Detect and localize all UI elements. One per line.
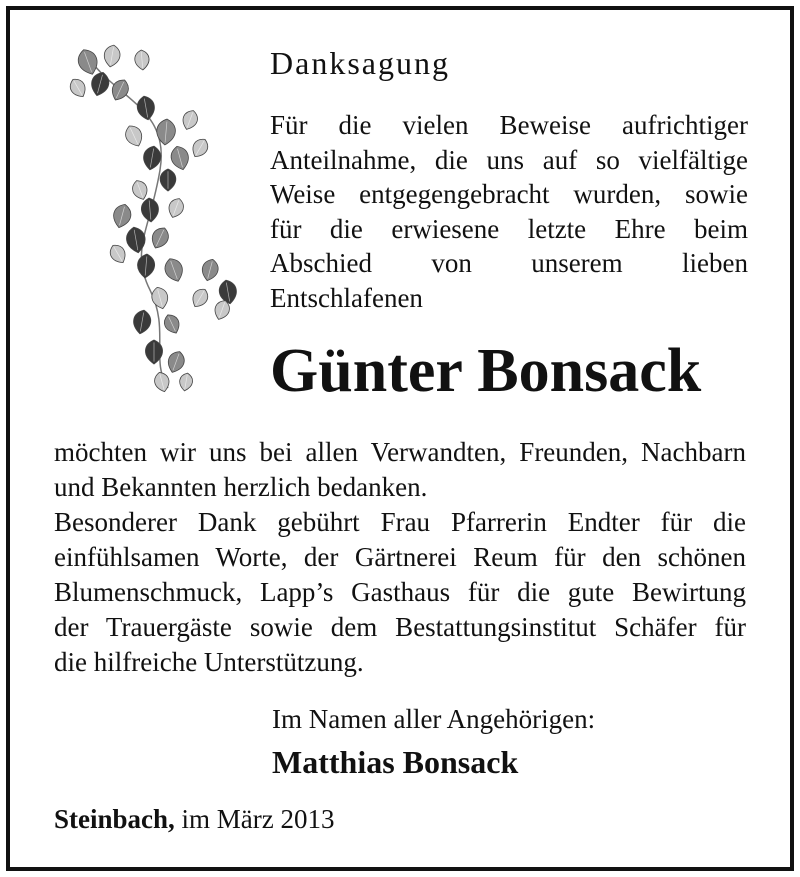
intro-line: Weise entgegengebracht wurden, sowie: [270, 179, 748, 209]
intro-line: für die erwiesene letzte Ehre beim: [270, 213, 748, 244]
body-line: möchten wir uns bei allen Verwandten, Freunden, Nachbarn: [54, 437, 746, 467]
date-text: im März 2013: [174, 804, 335, 834]
body-line: Blumenschmuck, Lapp’s Gasthaus für die gute Bewirtung: [54, 577, 746, 607]
intro-line: Entschlafenen: [270, 282, 423, 313]
intro-line: Abschied von unserem lieben: [270, 248, 748, 278]
notice-heading: Danksagung: [270, 45, 450, 81]
signer-name: Matthias Bonsack: [272, 744, 519, 780]
deceased-name: Günter Bonsack: [270, 337, 702, 405]
body-line: einfühlsamen Worte, der Gärtnerei Reum für den schönen: [54, 542, 746, 572]
thanks-paragraph: [54, 435, 746, 680]
place-name: Steinbach,: [54, 804, 175, 834]
body-line: Besonderer Dank gebührt Frau Pfarrerin Endter für die: [54, 507, 746, 537]
intro-line: Für die vielen Beweise aufrichtiger: [270, 110, 748, 140]
body-line: die hilfreiche Unterstützung.: [54, 647, 364, 677]
body-line: der Trauergäste sowie dem Bestattungsinstitut Schäfer für: [54, 612, 746, 642]
vine-stem: [90, 60, 168, 388]
closing-line: Im Namen aller Angehörigen:: [272, 704, 596, 734]
intro-paragraph: [270, 108, 748, 315]
place-date: [54, 802, 335, 836]
body-line: und Bekannten herzlich bedanken.: [54, 472, 428, 502]
intro-line: Anteilnahme, die uns auf so vielfältige: [270, 144, 748, 175]
ivy-vine-icon: [50, 40, 260, 400]
